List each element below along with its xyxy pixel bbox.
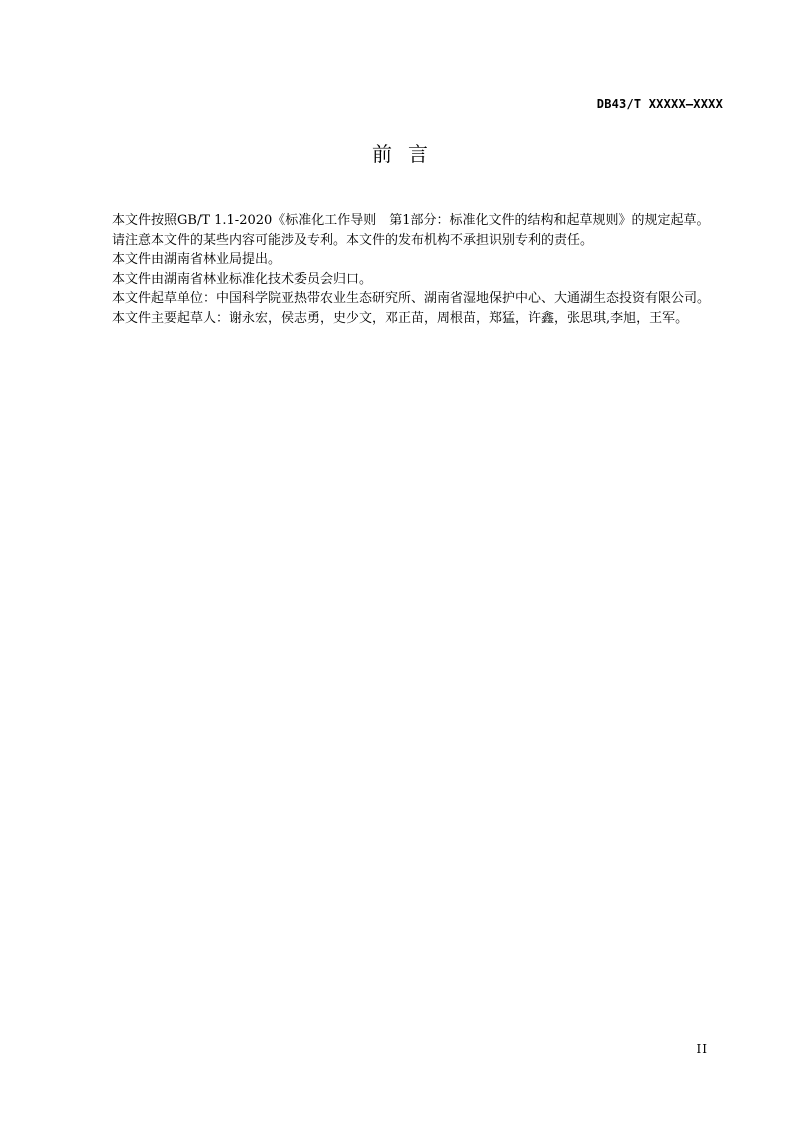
paragraph-drafting-rules: 本文件按照GB/T 1.1-2020《标准化工作导则 第1部分：标准化文件的结构和起草规则》的规定起草。 [112,213,710,228]
paragraph-proposer: 本文件由湖南省林业局提出。 [112,252,282,267]
paragraph-drafting-units: 本文件起草单位：中国科学院亚热带农业生态研究所、湖南省湿地保护中心、大通湖生态投资有限公司。 [112,291,711,306]
foreword-body [86,211,724,328]
page-number: II [696,1042,708,1056]
document-code: DB43/T XXXXX—XXXX [596,97,723,111]
section-title: 前言 [372,142,444,166]
paragraph-drafters: 本文件主要起草人：谢永宏，侯志勇，史少文，邓正苗，周根苗，郑猛，许鑫，张思琪,李旭，王军。 [112,310,689,326]
paragraph-patent-notice: 请注意本文件的某些内容可能涉及专利。本文件的发布机构不承担识别专利的责任。 [112,232,594,248]
paragraph-committee: 本文件由湖南省林业标准化技术委员会归口。 [112,271,373,287]
